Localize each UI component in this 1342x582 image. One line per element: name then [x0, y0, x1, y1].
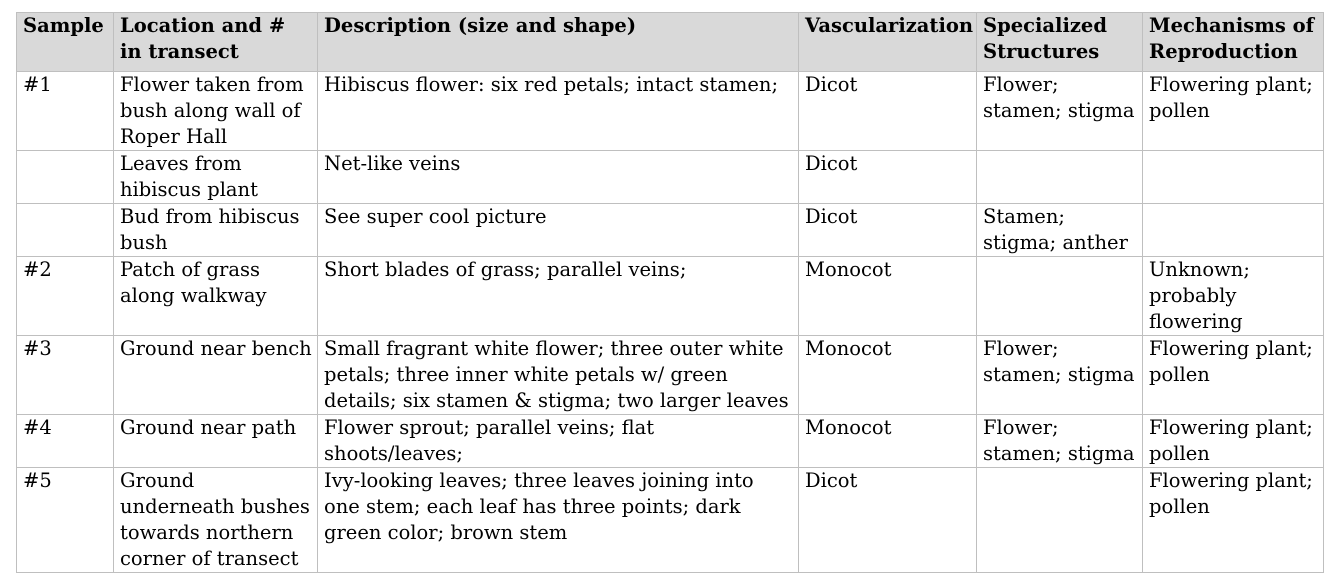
cell-vascularization: Dicot: [799, 151, 977, 204]
header-location: Location and # in transect: [114, 13, 318, 72]
table-row: [17, 415, 1324, 468]
cell-reproduction: Flowering plant; pollen: [1143, 72, 1324, 151]
cell-specialized-structures: Stamen; stigma; anther: [977, 204, 1143, 257]
cell-vascularization: Dicot: [799, 72, 977, 151]
header-row: [17, 13, 1324, 72]
cell-reproduction: Unknown; probably flowering: [1143, 257, 1324, 336]
cell-sample: #2: [17, 257, 114, 336]
cell-description: Flower sprout; parallel veins; flat shoots/leaves;: [318, 415, 799, 468]
cell-vascularization: Monocot: [799, 336, 977, 415]
observation-table-container: [16, 12, 1324, 573]
cell-reproduction: Flowering plant; pollen: [1143, 415, 1324, 468]
cell-description: Net-like veins: [318, 151, 799, 204]
cell-location: Ground near path: [114, 415, 318, 468]
cell-location: Flower taken from bush along wall of Roper Hall: [114, 72, 318, 151]
table-row: [17, 204, 1324, 257]
header-description: Description (size and shape): [318, 13, 799, 72]
cell-sample: #5: [17, 468, 114, 573]
cell-sample: [17, 151, 114, 204]
cell-description: Small fragrant white flower; three outer white petals; three inner white petals w/ green details; six stamen & stigma; two larger leaves: [318, 336, 799, 415]
cell-vascularization: Dicot: [799, 204, 977, 257]
cell-vascularization: Dicot: [799, 468, 977, 573]
cell-specialized-structures: [977, 257, 1143, 336]
cell-location: Leaves from hibiscus plant: [114, 151, 318, 204]
cell-sample: #4: [17, 415, 114, 468]
table-row: [17, 468, 1324, 573]
plant-observation-table: [16, 12, 1324, 573]
cell-description: Hibiscus flower: six red petals; intact stamen;: [318, 72, 799, 151]
cell-description: Ivy-looking leaves; three leaves joining into one stem; each leaf has three points; dark green color; brown stem: [318, 468, 799, 573]
cell-reproduction: [1143, 204, 1324, 257]
cell-sample: #3: [17, 336, 114, 415]
cell-sample: #1: [17, 72, 114, 151]
header-vascularization: Vascularization: [799, 13, 977, 72]
cell-location: Bud from hibiscus bush: [114, 204, 318, 257]
cell-vascularization: Monocot: [799, 257, 977, 336]
cell-specialized-structures: Flower; stamen; stigma: [977, 336, 1143, 415]
cell-location: Ground underneath bushes towards northern corner of transect: [114, 468, 318, 573]
cell-specialized-structures: Flower; stamen; stigma: [977, 72, 1143, 151]
table-row: [17, 257, 1324, 336]
cell-reproduction: Flowering plant; pollen: [1143, 468, 1324, 573]
cell-description: See super cool picture: [318, 204, 799, 257]
cell-specialized-structures: Flower; stamen; stigma: [977, 415, 1143, 468]
cell-vascularization: Monocot: [799, 415, 977, 468]
table-row: [17, 151, 1324, 204]
cell-specialized-structures: [977, 151, 1143, 204]
cell-location: Ground near bench: [114, 336, 318, 415]
cell-reproduction: [1143, 151, 1324, 204]
cell-reproduction: Flowering plant; pollen: [1143, 336, 1324, 415]
cell-sample: [17, 204, 114, 257]
cell-location: Patch of grass along walkway: [114, 257, 318, 336]
table-row: [17, 336, 1324, 415]
header-specialized-structures: Specialized Structures: [977, 13, 1143, 72]
table-row: [17, 72, 1324, 151]
cell-description: Short blades of grass; parallel veins;: [318, 257, 799, 336]
header-reproduction: Mechanisms of Reproduction: [1143, 13, 1324, 72]
cell-specialized-structures: [977, 468, 1143, 573]
header-sample: Sample: [17, 13, 114, 72]
